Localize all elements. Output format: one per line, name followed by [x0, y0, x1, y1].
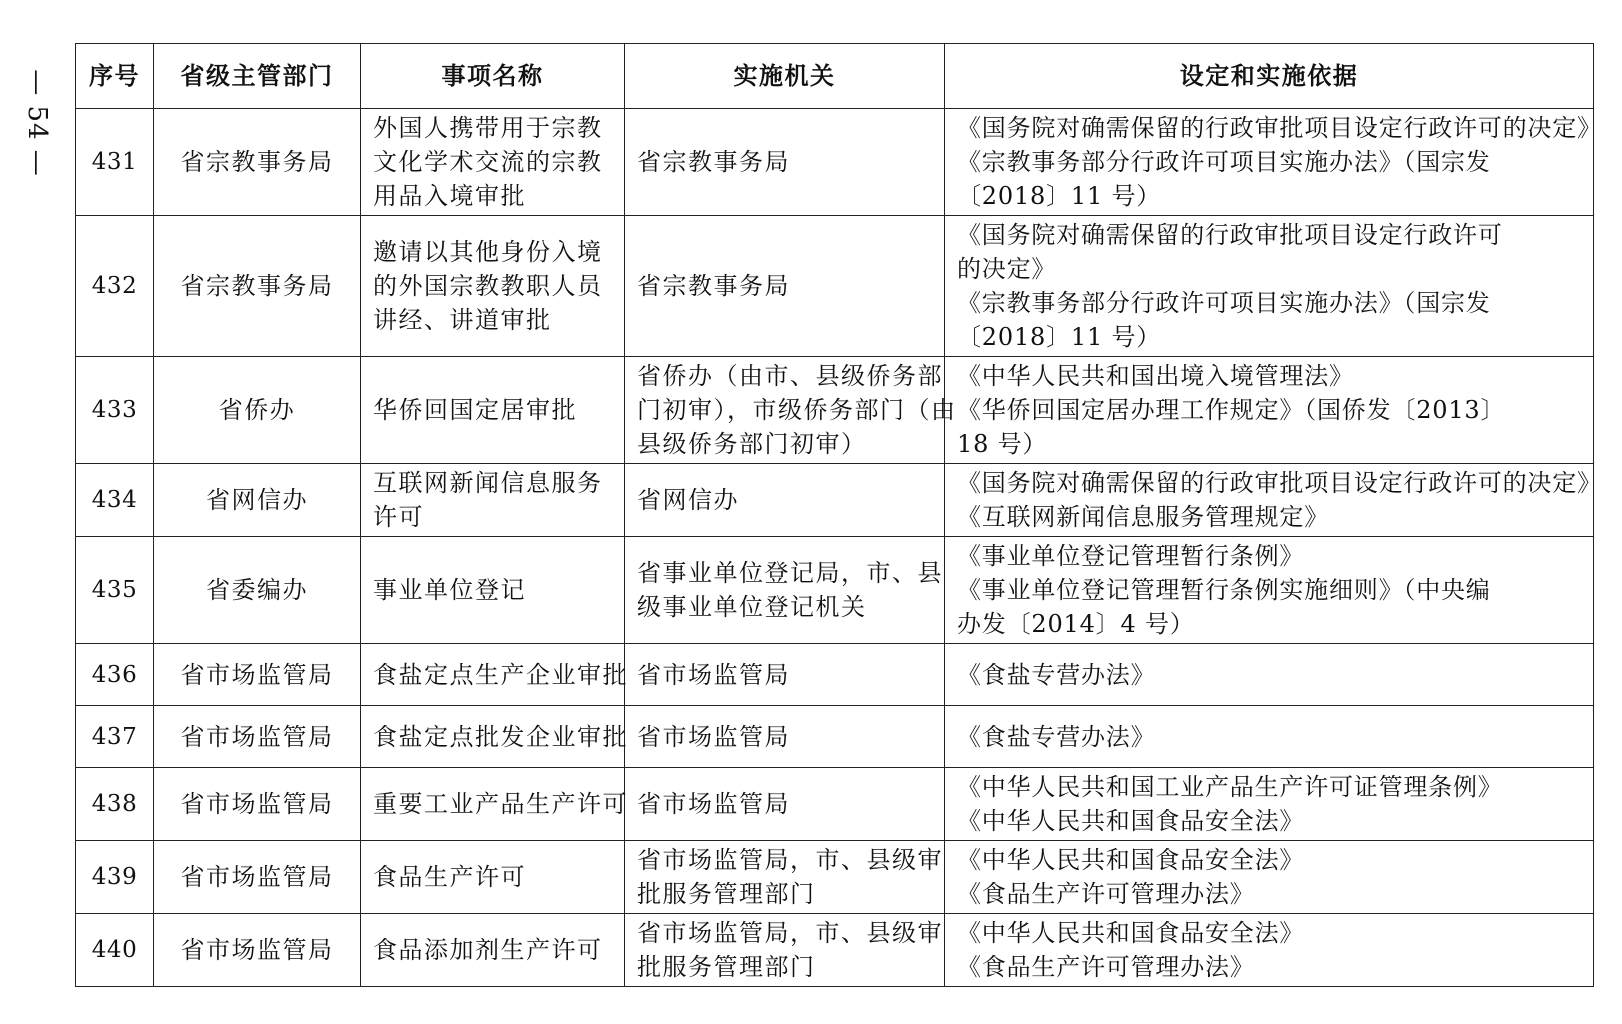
cell-org: [625, 216, 945, 357]
cell-item-name: [361, 706, 628, 768]
cell-line: 省网信办: [637, 486, 739, 514]
cell-dept: 省市场监管局: [154, 841, 361, 914]
table-row: [76, 216, 1594, 357]
cell-line: 《中华人民共和国食品安全法》: [957, 807, 1305, 835]
cell-line: 《中华人民共和国食品安全法》: [957, 846, 1305, 874]
header-item-name: 事项名称: [361, 44, 625, 109]
cell-line: 门初审），市级侨务部门（由: [637, 396, 957, 424]
cell-no: 433: [76, 357, 154, 464]
cell-line: 重要工业产品生产许可: [373, 790, 628, 818]
table-row: [76, 644, 1594, 706]
cell-line: 《食品生产许可管理办法》: [957, 880, 1255, 908]
cell-dept: 省宗教事务局: [154, 109, 361, 216]
cell-line: 《宗教事务部分行政许可项目实施办法》（国宗发: [957, 148, 1491, 176]
cell-no: 431: [76, 109, 154, 216]
table-header-row: [76, 44, 1594, 109]
cell-line: 食盐定点生产企业审批: [373, 660, 628, 689]
cell-no: 437: [76, 706, 154, 768]
cell-no: 434: [76, 464, 154, 537]
cell-line: 《国务院对确需保留的行政审批项目设定行政许可: [957, 221, 1503, 249]
cell-basis: [945, 768, 1594, 841]
cell-line: 县级侨务部门初审）: [637, 430, 867, 458]
cell-line: 《华侨回国定居办理工作规定》（国侨发〔2013〕: [957, 396, 1506, 424]
cell-line: 批服务管理部门: [637, 880, 816, 908]
header-dept: 省级主管部门: [154, 44, 361, 109]
cell-item-name: [361, 357, 625, 464]
cell-basis: [945, 357, 1594, 464]
cell-item-name: [361, 109, 625, 216]
approval-items-table: [75, 43, 1602, 987]
cell-line: 食品添加剂生产许可: [373, 936, 603, 964]
cell-item-name: [361, 464, 625, 537]
cell-dept: 省市场监管局: [154, 644, 361, 706]
cell-line: 《事业单位登记管理暂行条例》: [957, 542, 1305, 570]
cell-line: 《食盐专营办法》: [957, 722, 1156, 751]
page-number-text: — 54 —: [22, 69, 52, 177]
cell-org: [625, 464, 945, 537]
cell-item-name: [361, 537, 625, 644]
table-row: [76, 357, 1594, 464]
cell-org: [625, 706, 945, 768]
cell-line: 级事业单位登记机关: [637, 593, 867, 621]
cell-line: 外国人携带用于宗教: [373, 114, 603, 142]
table-row: [76, 768, 1594, 841]
cell-line: 《宗教事务部分行政许可项目实施办法》（国宗发: [957, 289, 1491, 317]
cell-line: 事业单位登记: [373, 576, 526, 604]
cell-org: [625, 768, 945, 841]
cell-line: 《互联网新闻信息服务管理规定》: [957, 503, 1329, 531]
cell-dept: 省市场监管局: [154, 768, 361, 841]
cell-org: [625, 109, 945, 216]
cell-line: 食品生产许可: [373, 863, 526, 891]
table-row: [76, 706, 1594, 768]
cell-no: 436: [76, 644, 154, 706]
cell-line: 用品入境审批: [373, 182, 526, 210]
cell-item-name: [361, 644, 628, 706]
cell-line: 邀请以其他身份入境: [373, 238, 603, 266]
cell-item-name: [361, 768, 628, 841]
cell-item-name: [361, 216, 625, 357]
cell-line: 《国务院对确需保留的行政审批项目设定行政许可的决定》: [957, 114, 1602, 142]
cell-basis: [945, 706, 1594, 768]
cell-dept: 省侨办: [154, 357, 361, 464]
table-row: [76, 537, 1594, 644]
cell-basis: [945, 841, 1594, 914]
header-no: 序号: [76, 44, 154, 109]
cell-dept: 省市场监管局: [154, 706, 361, 768]
cell-line: 〔2018〕11 号）: [957, 323, 1162, 351]
cell-basis: [945, 109, 1602, 216]
cell-line: 的外国宗教教职人员: [373, 272, 603, 300]
cell-no: 435: [76, 537, 154, 644]
cell-dept: 省市场监管局: [154, 914, 361, 987]
cell-no: 439: [76, 841, 154, 914]
cell-line: 《事业单位登记管理暂行条例实施细则》（中央编: [957, 576, 1491, 604]
cell-line: 华侨回国定居审批: [373, 396, 577, 424]
cell-line: 食盐定点批发企业审批: [373, 722, 628, 751]
cell-no: 438: [76, 768, 154, 841]
cell-org: [625, 841, 945, 914]
cell-no: 440: [76, 914, 154, 987]
cell-line: 省市场监管局: [637, 660, 790, 689]
cell-line: 《食盐专营办法》: [957, 660, 1156, 689]
cell-line: 讲经、讲道审批: [373, 306, 552, 334]
cell-line: 《食品生产许可管理办法》: [957, 953, 1255, 981]
cell-line: 省宗教事务局: [637, 148, 790, 176]
cell-line: 省市场监管局，市、县级审: [637, 846, 943, 874]
cell-no: 432: [76, 216, 154, 357]
cell-dept: 省宗教事务局: [154, 216, 361, 357]
cell-item-name: [361, 914, 625, 987]
cell-line: 省事业单位登记局，市、县: [637, 559, 943, 587]
cell-org: [625, 644, 945, 706]
cell-dept: 省网信办: [154, 464, 361, 537]
table-row: [76, 914, 1594, 987]
cell-basis: [945, 216, 1594, 357]
cell-line: 《中华人民共和国工业产品生产许可证管理条例》: [957, 773, 1503, 801]
cell-basis: [945, 464, 1602, 537]
cell-org: [625, 914, 945, 987]
cell-dept: 省委编办: [154, 537, 361, 644]
cell-line: 批服务管理部门: [637, 953, 816, 981]
table-row: [76, 464, 1594, 537]
cell-line: 省市场监管局: [637, 790, 790, 818]
header-basis: 设定和实施依据: [945, 44, 1594, 109]
cell-line: 《国务院对确需保留的行政审批项目设定行政许可的决定》: [957, 469, 1602, 497]
cell-line: 18 号）: [957, 430, 1048, 458]
table-body: [76, 109, 1602, 987]
cell-line: 省市场监管局: [637, 722, 790, 751]
cell-line: 文化学术交流的宗教: [373, 148, 603, 176]
cell-line: 互联网新闻信息服务: [373, 469, 603, 497]
cell-line: 省侨办（由市、县级侨务部: [637, 362, 943, 390]
cell-item-name: [361, 841, 625, 914]
page-number: [14, 58, 60, 188]
cell-basis: [945, 537, 1594, 644]
cell-line: 办发〔2014〕4 号）: [957, 610, 1195, 638]
table-row: [76, 109, 1594, 216]
header-org: 实施机关: [625, 44, 945, 109]
cell-basis: [945, 644, 1594, 706]
cell-line: 〔2018〕11 号）: [957, 182, 1162, 210]
cell-line: 《中华人民共和国出境入境管理法》: [957, 362, 1354, 390]
cell-line: 《中华人民共和国食品安全法》: [957, 919, 1305, 947]
cell-line: 省市场监管局，市、县级审: [637, 919, 943, 947]
cell-basis: [945, 914, 1594, 987]
cell-line: 的决定》: [957, 255, 1057, 283]
cell-line: 省宗教事务局: [637, 272, 790, 300]
table-row: [76, 841, 1594, 914]
cell-org: [625, 537, 945, 644]
cell-line: 许可: [373, 503, 424, 531]
cell-org: [625, 357, 957, 464]
